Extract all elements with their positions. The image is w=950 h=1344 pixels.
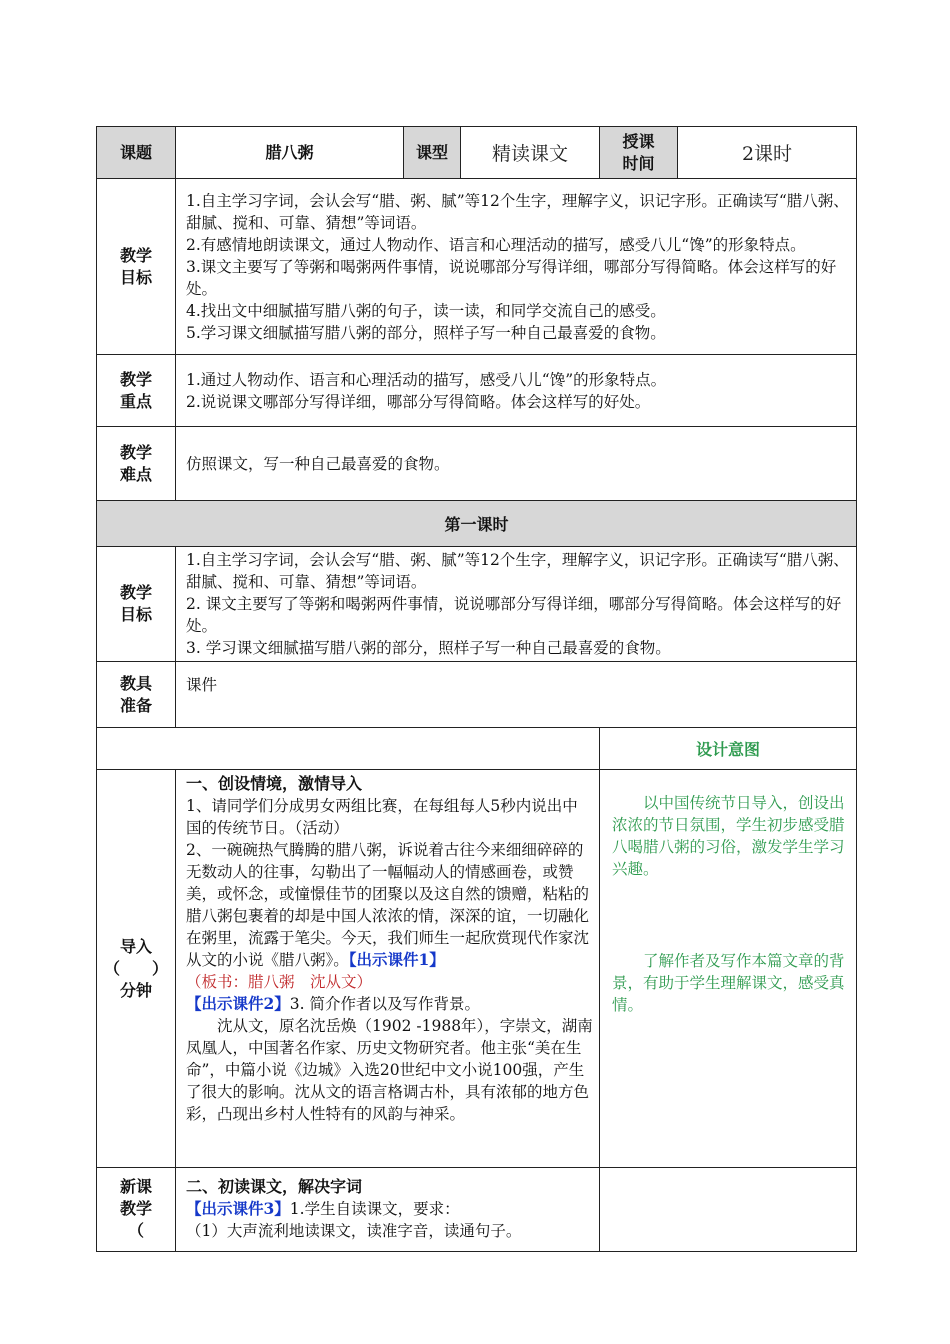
goal-item: 1.自主学习字词，会认会写“腊、粥、腻”等12个生字，理解字义，识记字形。正确读写“腊八粥、甜腻、搅和、可靠、猜想”等词语。 <box>186 191 849 232</box>
intro-paragraph-3 <box>186 993 593 1015</box>
goals-row <box>97 179 857 355</box>
intro-paragraph-2-text: 2、一碗碗热气腾腾的腊八粥，诉说着古往今来细细碎碎的无数动人的往事，勾勒出了一幅幅动人的情感画卷，或赞美，或怀念，或憧憬佳节的团聚以及这自然的馈赠，粘粘的腊八粥包裹着的却是中国人浓浓的情，深深的谊，一切融化在粥里，流露于笔尖。今天，我们师生一起欣赏现代作家沈从文的小说《腊八粥》。 <box>186 841 590 969</box>
lesson-goals-row <box>97 547 857 662</box>
intro-content <box>176 770 600 1168</box>
difficulty-label: 教学 难点 <box>97 427 176 501</box>
intro-paragraph-3-text: 3. 简介作者以及写作背景。 <box>289 995 481 1013</box>
design-header: 设计意图 <box>600 728 857 770</box>
key-point-item: 1.通过人物动作、语言和心理活动的描写，感受八儿“馋”的形象特点。 <box>186 371 667 389</box>
difficulty-content: 仿照课文，写一种自己最喜爱的食物。 <box>176 427 857 501</box>
topic-label: 课题 <box>97 127 176 179</box>
author-intro: 沈从文，原名沈岳焕（1902 -1988年），字崇文，湖南凤凰人，中国著名作家、历史文物研究者。他主张“美在生命”，中篇小说《边城》入选20世纪中文小说100强，产生了很大的影响。沈从文的语言格调古朴，具有浓郁的地方色彩，凸现出乡村人性特有的风韵与神采。 <box>186 1017 593 1123</box>
lesson-title-row <box>97 501 857 547</box>
intro-label <box>97 770 176 1168</box>
courseware-tag-1: 【出示课件1】 <box>348 950 445 969</box>
goal-item: 3.课文主要写了等粥和喝粥两件事情，说说哪部分写得详细，哪部分写得简略。体会这样写的好处。 <box>186 257 837 298</box>
goal-item: 2.有感情地朗读课文，通过人物动作、语言和心理活动的描写，感受八儿“馋”的形象特点。 <box>186 235 806 254</box>
hours-value: 2课时 <box>678 127 857 179</box>
key-points-content <box>176 355 857 427</box>
intro-paragraph-1: 1、请同学们分成男女两组比赛，在每组每人5秒内说出中国的传统节日。（活动） <box>186 797 578 837</box>
board-note: （板书：腊八粥 沈从文） <box>186 973 373 991</box>
key-points-row <box>97 355 857 427</box>
intro-design-notes <box>600 770 857 1168</box>
design-note-2: 了解作者及写作本篇文章的背景，有助于学生理解课文，感受真情。 <box>612 952 845 1014</box>
intro-row <box>97 770 857 1168</box>
topic-value: 腊八粥 <box>176 127 404 179</box>
new-lesson-label-line1: 新课 <box>119 1177 152 1196</box>
type-label: 课型 <box>404 127 461 179</box>
new-lesson-row <box>97 1168 857 1252</box>
goals-label: 教学 目标 <box>97 179 176 355</box>
hours-label: 授课 时间 <box>600 127 678 179</box>
lesson-goals-content <box>176 547 857 662</box>
key-points-label: 教学 重点 <box>97 355 176 427</box>
new-lesson-label-line2: 教学 <box>119 1199 152 1218</box>
courseware-tag-3: 【出示课件3】 <box>186 1199 290 1218</box>
key-point-item: 2.说说课文哪部分写得详细，哪部分写得简略。体会这样写的好处。 <box>186 393 651 411</box>
goal-item: 4.找出文中细腻描写腊八粥的句子，读一读，和同学交流自己的感受。 <box>186 301 666 320</box>
lesson-goals-label: 教学 目标 <box>97 547 176 662</box>
difficulty-row <box>97 427 857 501</box>
tools-content: 课件 <box>176 662 857 728</box>
new-lesson-paragraph-2: （1）大声流利地读课文，读准字音，读通句子。 <box>186 1222 522 1240</box>
new-lesson-paragraph-1-text: 1.学生自读课文，要求： <box>289 1200 460 1218</box>
intro-label-line3: 分钟 <box>119 980 152 1000</box>
lesson-goal-item: 3. 学习课文细腻描写腊八粥的部分，照样子写一种自己最喜爱的食物。 <box>186 639 671 657</box>
new-lesson-content <box>176 1168 600 1252</box>
courseware-tag-2: 【出示课件2】 <box>186 994 290 1013</box>
tools-label: 教具 准备 <box>97 662 176 728</box>
lesson-goal-item: 2. 课文主要写了等粥和喝粥两件事情，说说哪部分写得详细，哪部分写得简略。体会这样写的好处。 <box>186 595 842 635</box>
intro-paragraph-2 <box>186 839 593 971</box>
goal-item: 5.学习课文细腻描写腊八粥的部分，照样子写一种自己最喜爱的食物。 <box>186 323 666 342</box>
intro-label-line2: （ ） <box>103 958 168 978</box>
new-lesson-design-notes <box>600 1168 857 1252</box>
new-lesson-label <box>97 1168 176 1252</box>
new-lesson-section-title: 二、初读课文，解决字词 <box>186 1177 363 1196</box>
lesson-goal-item: 1.自主学习字词，会认会写“腊、粥、腻”等12个生字，理解字义，识记字形。正确读写“腊八粥、甜腻、搅和、可靠、猜想”等词语。 <box>186 551 849 591</box>
new-lesson-paragraph-1 <box>186 1198 593 1220</box>
type-value: 精读课文 <box>461 127 600 179</box>
header-row <box>97 127 857 179</box>
lesson-title: 第一课时 <box>97 501 857 547</box>
intro-label-line1: 导入 <box>119 936 152 956</box>
tools-row <box>97 662 857 728</box>
design-header-blank <box>97 728 600 770</box>
intro-section-title: 一、创设情境，激情导入 <box>186 774 363 793</box>
lesson-plan-table <box>96 126 857 1252</box>
goals-content <box>176 179 857 355</box>
new-lesson-label-line3: （ <box>127 1221 144 1240</box>
design-header-row <box>97 728 857 770</box>
design-note-1: 以中国传统节日导入，创设出浓浓的节日氛围，学生初步感受腊八喝腊八粥的习俗，激发学生学习兴趣。 <box>612 794 845 878</box>
lesson-plan-sheet <box>96 126 856 1252</box>
